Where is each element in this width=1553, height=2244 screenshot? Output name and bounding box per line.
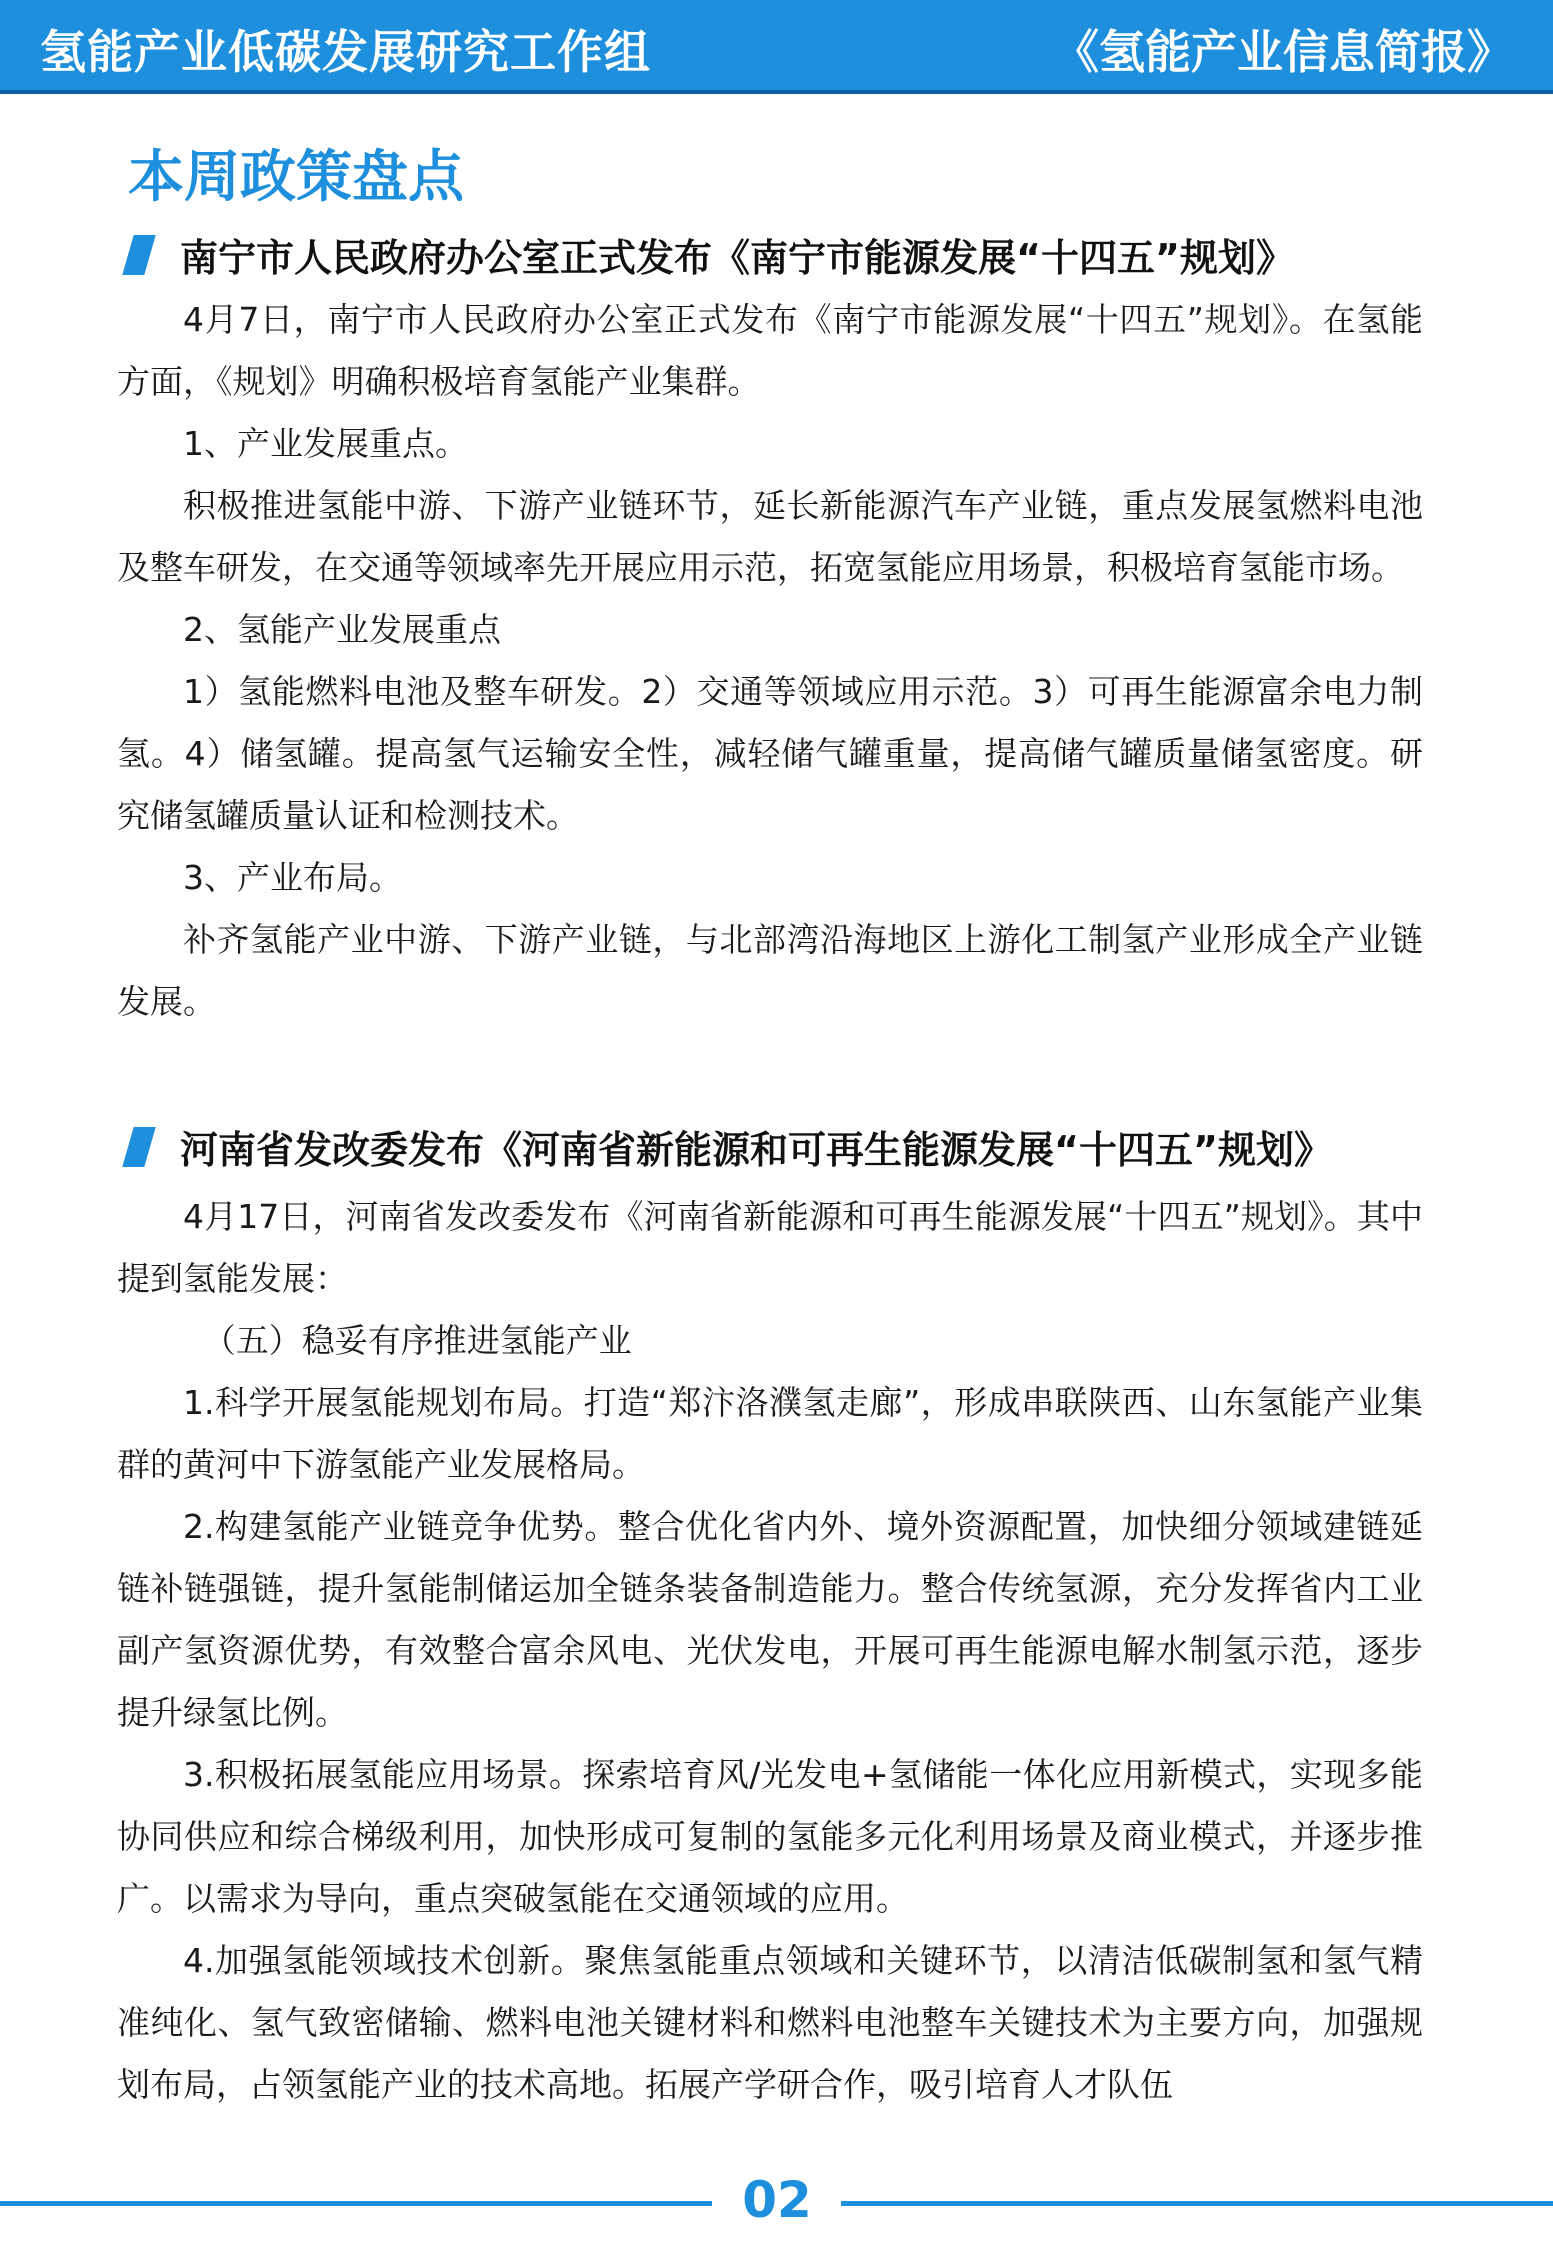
paragraph: 1.科学开展氢能规划布局。打造“郑汴洛濮氢走廊”，形成串联陕西、山东氢能产业集群的黄河中下游氢能产业发展格局。 <box>117 1383 1423 1484</box>
section-heading-text: 河南省发改委发布《河南省新能源和可再生能源发展“十四五”规划》 <box>180 1128 1332 1172</box>
paragraph: （五）稳妥有序推进氢能产业 <box>202 1321 632 1360</box>
footer-divider-left <box>0 2201 712 2206</box>
paragraph: 3、产业布局。 <box>183 858 402 897</box>
header-bar <box>0 0 1553 94</box>
paragraph: 3.积极拓展氢能应用场景。探索培育风/光发电+氢储能一体化应用新模式，实现多能协同供应和综合梯级利用，加快形成可复制的氢能多元化利用场景及商业模式，并逐步推广。以需求为导向，重点突破氢能在交通领域的应用。 <box>117 1755 1423 1918</box>
section-body-henan <box>117 1186 1423 2116</box>
paragraph: 2、氢能产业发展重点 <box>183 610 501 649</box>
paragraph: 补齐氢能产业中游、下游产业链，与北部湾沿海地区上游化工制氢产业形成全产业链发展。 <box>117 920 1423 1021</box>
page-title: 本周政策盘点 <box>128 145 464 210</box>
section-body-nanning <box>117 289 1423 1033</box>
paragraph: 4月7日，南宁市人民政府办公室正式发布《南宁市能源发展“十四五”规划》。在氢能方面，《规划》明确积极培育氢能产业集群。 <box>117 300 1423 401</box>
paragraph: 1、产业发展重点。 <box>183 424 468 463</box>
paragraph: 4.加强氢能领域技术创新。聚焦氢能重点领域和关键环节，以清洁低碳制氢和氢气精准纯化、氢气致密储输、燃料电池关键材料和燃料电池整车关键技术为主要方向，加强规划布局，占领氢能产业的技术高地。拓展产学研合作，吸引培育人才队伍 <box>117 1941 1423 2104</box>
heading-marker-icon <box>122 1127 155 1167</box>
section-heading-henan <box>128 1119 1332 1174</box>
paragraph: 1）氢能燃料电池及整车研发。2）交通等领域应用示范。3）可再生能源富余电力制氢。4）储氢罐。提高氢气运输安全性，减轻储气罐重量，提高储气罐质量储氢密度。研究储氢罐质量认证和检测技术。 <box>117 672 1423 835</box>
footer-divider-right <box>841 2201 1553 2206</box>
publication-title: 《氢能产业信息简报》 <box>1053 25 1513 79</box>
paragraph: 积极推进氢能中游、下游产业链环节，延长新能源汽车产业链，重点发展氢燃料电池及整车研发，在交通等领域率先开展应用示范，拓宽氢能应用场景，积极培育氢能市场。 <box>117 486 1423 587</box>
section-heading-text: 南宁市人民政府办公室正式发布《南宁市能源发展“十四五”规划》 <box>180 236 1294 280</box>
section-heading-nanning <box>128 227 1294 282</box>
organization-title: 氢能产业低碳发展研究工作组 <box>40 25 651 79</box>
paragraph: 2.构建氢能产业链竞争优势。整合优化省内外、境外资源配置，加快细分领域建链延链补链强链，提升氢能制储运加全链条装备制造能力。整合传统氢源，充分发挥省内工业副产氢资源优势，有效整合富余风电、光伏发电，开展可再生能源电解水制氢示范，逐步提升绿氢比例。 <box>117 1507 1423 1732</box>
page-number: 02 <box>742 2171 812 2229</box>
heading-marker-icon <box>122 235 155 275</box>
paragraph: 4月17日，河南省发改委发布《河南省新能源和可再生能源发展“十四五”规划》。其中提到氢能发展： <box>117 1197 1423 1298</box>
